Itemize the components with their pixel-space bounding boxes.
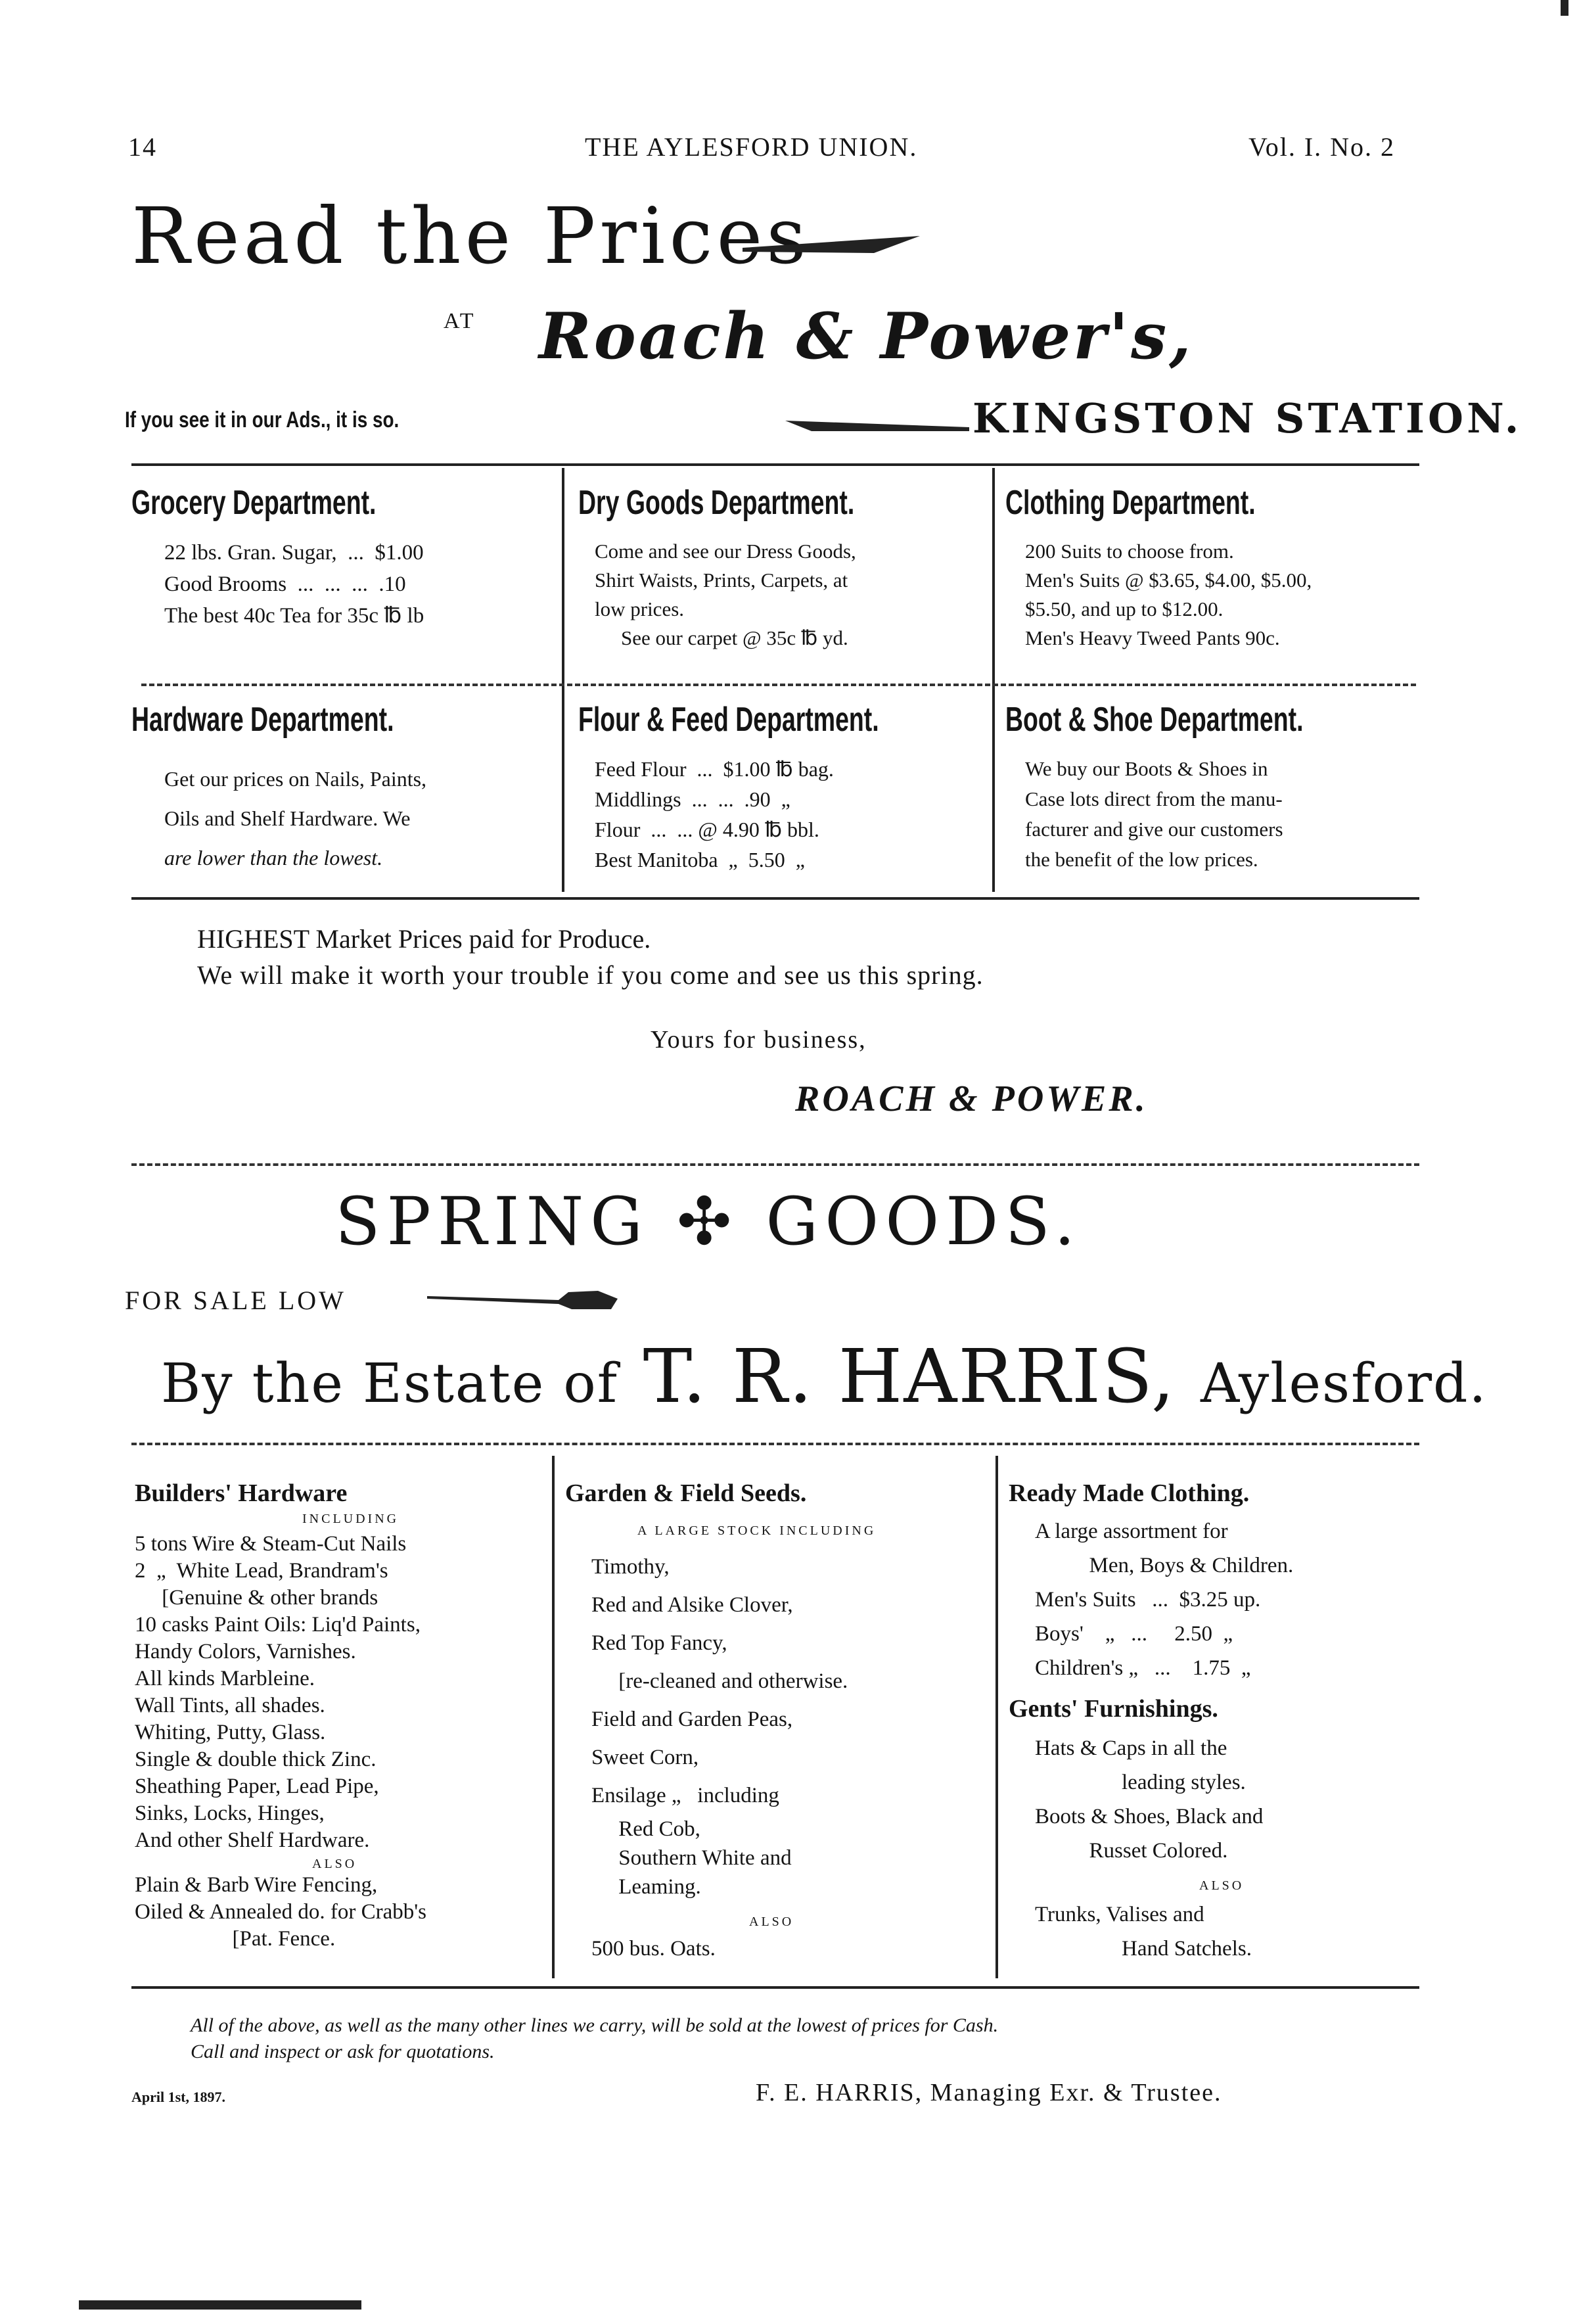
headline-read-prices: Read the Prices (131, 191, 810, 281)
list-item: 10 casks Paint Oils: Liq'd Paints, (135, 1613, 421, 1637)
list-item: Timothy, (591, 1555, 670, 1579)
at-label: AT (444, 309, 476, 333)
row-divider (141, 684, 1416, 686)
also-label: ALSO (1199, 1878, 1245, 1893)
list-item: Red Top Fancy, (591, 1631, 727, 1655)
scan-edge-mark (1561, 0, 1568, 16)
list-item: [Pat. Fence. (135, 1927, 336, 1951)
boot-shoe-department (1005, 700, 1432, 875)
spring-goods-headline: SPRING ✣ GOODS. (335, 1183, 1082, 1260)
list-item: Red and Alsike Clover, (591, 1593, 793, 1617)
list-item: Boots & Shoes, Black and (1035, 1805, 1264, 1828)
column-subtitle: A LARGE STOCK INCLUDING (637, 1523, 877, 1538)
department-line: 200 Suits to choose from. (1025, 540, 1234, 563)
garden-seeds-column (565, 1479, 992, 1963)
list-item: Wall Tints, all shades. (135, 1694, 325, 1717)
list-item: Children's „ ... 1.75 „ (1035, 1656, 1251, 1680)
list-item: Sheathing Paper, Lead Pipe, (135, 1775, 379, 1798)
list-item: 500 bus. Oats. (591, 1937, 716, 1961)
footer-date: April 1st, 1897. (131, 2089, 225, 2105)
builders-hardware-column (135, 1479, 549, 1953)
list-item: And other Shelf Hardware. (135, 1828, 370, 1852)
pen-flourish-icon (785, 407, 969, 434)
department-line: Come and see our Dress Goods, (595, 540, 856, 563)
invite-note: We will make it worth your trouble if you come and see us this spring. (197, 960, 984, 990)
list-item: Hats & Caps in all the (1035, 1736, 1227, 1760)
list-item: Men's Suits ... $3.25 up. (1035, 1588, 1261, 1612)
list-item: Ensilage „ including (591, 1784, 779, 1807)
footer-note-cash: All of the above, as well as the many other lines we carry, will be sold at the lowest of prices for Cash. (191, 2014, 999, 2036)
department-title: Clothing Department. (1005, 484, 1256, 522)
dry-goods-department (578, 483, 986, 653)
signature-roach-power: ROACH & POWER. (795, 1079, 1148, 1119)
list-item: Field and Garden Peas, (591, 1708, 793, 1731)
yours-for-business: Yours for business, (651, 1026, 867, 1054)
list-item: Plain & Barb Wire Fencing, (135, 1873, 378, 1897)
column-divider (995, 1456, 998, 1978)
department-line: We buy our Boots & Shoes in (1025, 757, 1268, 780)
list-item: [Genuine & other brands (135, 1586, 378, 1610)
footer-note-inspect: Call and inspect or ask for quotations. (191, 2041, 495, 2062)
produce-note: HIGHEST Market Prices paid for Produce. (197, 924, 651, 954)
list-item: Handy Colors, Varnishes. (135, 1640, 356, 1663)
list-item: Trunks, Valises and (1035, 1903, 1204, 1926)
department-line: facturer and give our customers (1025, 818, 1283, 841)
also-label: ALSO (312, 1857, 357, 1871)
for-sale-low: FOR SALE LOW (125, 1286, 346, 1315)
list-item: Single & double thick Zinc. (135, 1748, 377, 1771)
department-line: Oils and Shelf Hardware. We (164, 806, 411, 830)
list-item: Oiled & Annealed do. for Crabb's (135, 1900, 427, 1924)
department-line: $5.50, and up to $12.00. (1025, 597, 1224, 620)
department-title: Boot & Shoe Department. (1005, 701, 1304, 739)
department-line: Men's Heavy Tweed Pants 90c. (1025, 626, 1280, 649)
department-line: are lower than the lowest. (164, 846, 383, 870)
pen-flourish-icon (743, 233, 927, 260)
estate-by: By the Estate of (161, 1353, 619, 1415)
department-line: Feed Flour ... $1.00 ℔ bag. (595, 757, 834, 781)
divider (131, 1986, 1419, 1989)
column-divider (992, 468, 995, 892)
list-item: Russet Colored. (1035, 1839, 1228, 1863)
department-line: the benefit of the low prices. (1025, 848, 1258, 871)
department-line: low prices. (595, 597, 685, 620)
estate-name: T. R. HARRIS, (643, 1334, 1176, 1420)
department-line: Flour ... ... @ 4.90 ℔ bbl. (595, 818, 819, 841)
department-title: Dry Goods Department. (578, 484, 855, 522)
divider (131, 897, 1419, 900)
department-line: Good Brooms ... ... ... .10 (164, 572, 406, 596)
gents-furnishings-title: Gents' Furnishings. (1009, 1695, 1218, 1723)
department-line: Men's Suits @ $3.65, $4.00, $5.00, (1025, 569, 1312, 592)
newspaper-title: THE AYLESFORD UNION. (585, 132, 918, 162)
list-item: Men, Boys & Children. (1035, 1554, 1294, 1577)
department-line: 22 lbs. Gran. Sugar, ... $1.00 (164, 541, 424, 565)
list-item: [re-cleaned and otherwise. (591, 1669, 848, 1693)
section-divider (131, 1163, 1419, 1166)
list-item: 5 tons Wire & Steam-Cut Nails (135, 1532, 407, 1556)
page-number: 14 (128, 132, 157, 162)
list-item: A large assortment for (1035, 1520, 1228, 1543)
scan-edge-mark (79, 2300, 361, 2310)
also-label: ALSO (749, 1915, 794, 1929)
footer-signer: F. E. HARRIS, Managing Exr. & Trustee. (756, 2079, 1222, 2106)
grocery-department (131, 483, 552, 632)
section-divider (131, 1443, 1419, 1445)
column-divider (562, 468, 564, 892)
list-item: Whiting, Putty, Glass. (135, 1721, 326, 1744)
department-title: Flour & Feed Department. (578, 701, 879, 739)
hardware-department (131, 700, 552, 877)
list-item: Southern White and (591, 1846, 792, 1870)
department-line: Middlings ... ... .90 „ (595, 787, 790, 811)
estate-place: Aylesford. (1201, 1353, 1488, 1415)
department-line: Case lots direct from the manu- (1025, 787, 1283, 810)
divider (131, 463, 1419, 466)
list-item: Red Cob, (591, 1817, 700, 1841)
department-title: Grocery Department. (131, 484, 377, 522)
list-item: Hand Satchels. (1035, 1937, 1252, 1961)
location-kingston: KINGSTON STATION. (973, 394, 1522, 442)
ready-made-clothing-column (1009, 1479, 1423, 1966)
list-item: Sweet Corn, (591, 1746, 699, 1769)
list-item: 2 „ White Lead, Brandram's (135, 1559, 388, 1583)
column-divider (552, 1456, 555, 1978)
list-item: leading styles. (1035, 1771, 1246, 1794)
clothing-department (1005, 483, 1432, 653)
tagline: If you see it in our Ads., it is so. (125, 407, 400, 432)
list-item: Sinks, Locks, Hinges, (135, 1801, 325, 1825)
department-line: Shirt Waists, Prints, Carpets, at (595, 569, 848, 592)
column-subtitle: INCLUDING (302, 1512, 400, 1526)
department-title: Hardware Department. (131, 701, 394, 739)
column-title: Builders' Hardware (135, 1479, 348, 1507)
estate-heading (161, 1334, 1488, 1420)
column-title: Garden & Field Seeds. (565, 1479, 807, 1507)
department-line: Get our prices on Nails, Paints, (164, 767, 427, 791)
store-name: Roach & Power's, (539, 299, 1194, 373)
pointing-hand-icon (427, 1287, 624, 1313)
list-item: Leaming. (591, 1875, 701, 1899)
department-line: See our carpet @ 35c ℔ yd. (621, 626, 848, 649)
department-line: The best 40c Tea for 35c ℔ lb (164, 604, 424, 628)
volume-label: Vol. I. No. 2 (1248, 132, 1396, 162)
department-line: Best Manitoba „ 5.50 „ (595, 848, 805, 872)
list-item: All kinds Marbleine. (135, 1667, 315, 1690)
list-item: Boys' „ ... 2.50 „ (1035, 1622, 1233, 1646)
column-title: Ready Made Clothing. (1009, 1479, 1250, 1507)
flour-feed-department (578, 700, 986, 875)
